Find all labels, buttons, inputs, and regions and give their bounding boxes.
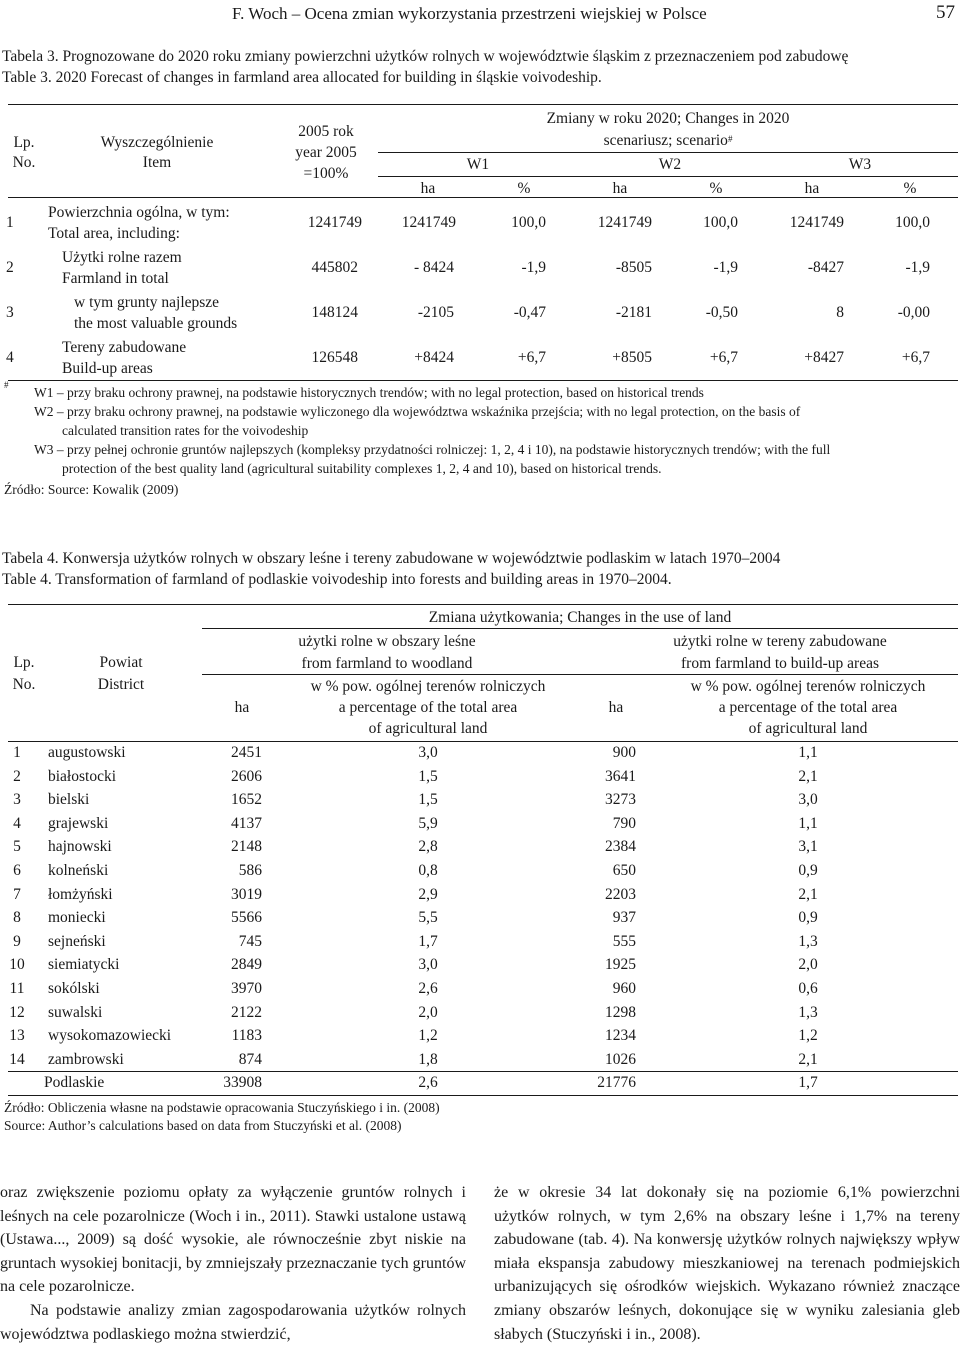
- table3-row1-w2-pct: 100,0: [703, 214, 738, 231]
- table4-cell-build-ha: 3641: [605, 767, 636, 785]
- table4-total-build-ha: 21776: [597, 1074, 636, 1091]
- table4-head-build-pl: użytki rolne w tereny zabudowane: [673, 633, 887, 650]
- table4-cell-district: augustowski: [48, 744, 126, 761]
- table4-cell-build-pct: 2,0: [798, 956, 818, 974]
- table4-head-forest-ha: ha: [234, 699, 250, 716]
- table4-total-rule: [8, 1071, 958, 1072]
- table4-cell-no: 2: [13, 767, 21, 785]
- table4-cell-build-pct: 1,1: [798, 814, 818, 832]
- table4-cell-forest-ha: 2451: [231, 744, 262, 761]
- table4-cell-district: moniecki: [48, 909, 106, 927]
- table3-row1-label-en: Total area, including:: [48, 225, 180, 242]
- table3-row3-label-pl: w tym grunty najlepsze: [74, 294, 220, 311]
- table3-row3-w2-ha: -2181: [615, 304, 652, 321]
- table4-cell-build-pct: 3,1: [798, 838, 818, 856]
- table4-cell-build-pct: 2,1: [798, 767, 818, 785]
- table3-row4-no: 4: [6, 349, 14, 366]
- table3-head-base-1: 2005 rok: [298, 123, 354, 140]
- table4-cell-forest-pct: 1,5: [418, 791, 438, 809]
- table4-cell-build-ha: 650: [612, 862, 636, 879]
- table4-cell-build-pct: 2,1: [798, 885, 818, 903]
- table4-cell-forest-ha: 4137: [231, 814, 262, 832]
- table3-head-item-pl: Wyszczególnienie: [100, 134, 214, 151]
- table4-cell-no: 10: [9, 956, 25, 974]
- table4-cell-forest-ha: 3970: [231, 980, 262, 997]
- table3-row3-label-en: the most valuable grounds: [74, 315, 238, 332]
- table3-head-base-3: =100%: [303, 165, 349, 182]
- table4-cell-build-pct: 3,0: [798, 791, 818, 809]
- table4-cell-district: bielski: [48, 791, 90, 809]
- body-left-paragraph-1: oraz zwiększenie poziomu opłaty za wyłączenie gruntów rolnych i leśnych na cele pozarolnicze (Woch i in., 2011). Stawki ustalone ustawą (Ustawa..., 2009) są dość wysokie, ale równocześnie zbyt niskie na gruntach wysokiej bonitacji, by zmniejszały przeznaczanie tych gruntów na cele pozarolnicze.: [0, 1184, 466, 1296]
- table3-head-w1: W1: [466, 156, 490, 173]
- table4-head-build-pct-2: a percentage of the total area: [718, 699, 898, 716]
- table3-head-w1-pct: %: [517, 180, 531, 197]
- table3-top-rule: [8, 104, 958, 105]
- table3-row4-w1-ha: +8424: [414, 349, 454, 366]
- table3-row3-w3-pct: -0,00: [897, 304, 930, 321]
- table4-cell-no: 11: [9, 980, 25, 997]
- table4-cell-forest-ha: 5566: [231, 909, 262, 927]
- table4-cell-build-pct: 0,9: [798, 909, 818, 927]
- table3-row2-w2-pct: -1,9: [713, 259, 738, 276]
- table3-caption-en: Table 3. 2020 Forecast of changes in farmland area allocated for building in śląskie voivodeship.: [2, 69, 602, 86]
- table4-cell-forest-ha: 1652: [231, 791, 262, 809]
- table4-cell-forest-ha: 2606: [231, 767, 262, 785]
- table3-note-mark: #: [4, 380, 9, 390]
- table4-cell-forest-ha: 3019: [231, 885, 262, 903]
- table4-cell-no: 4: [13, 814, 21, 832]
- table4-head-build-ha: ha: [608, 699, 624, 716]
- table4-source-pl: Źródło: Obliczenia własne na podstawie opracowania Stuczyńskiego i in. (2008): [4, 1100, 440, 1115]
- table3-row4-w3-pct: +6,7: [901, 349, 930, 366]
- table4-total-forest-ha: 33908: [223, 1074, 262, 1091]
- table3-source: Źródło: Source: Kowalik (2009): [4, 482, 179, 497]
- table3-note-w1: W1 – przy braku ochrony prawnej, na podstawie historycznych trendów; with no legal protection, based on historical trends: [34, 385, 704, 400]
- table4-cell-build-ha: 1234: [605, 1027, 636, 1045]
- table4-cell-build-pct: 0,9: [798, 862, 818, 879]
- table4-head-forest-pct-2: a percentage of the total area: [338, 699, 518, 716]
- table4-cell-forest-pct: 2,8: [418, 838, 438, 856]
- table4-cell-no: 8: [13, 909, 21, 927]
- table3-head-w1-ha: ha: [420, 180, 436, 197]
- table4-cell-forest-pct: 2,6: [418, 980, 438, 997]
- table3-row2-w2-ha: -8505: [615, 259, 652, 276]
- table3-head-lp: Lp.: [13, 134, 35, 151]
- table4-cell-build-ha: 1925: [605, 956, 636, 974]
- table3-row1-w2-ha: 1241749: [597, 214, 652, 231]
- table4-total-name: Podlaskie: [44, 1074, 105, 1091]
- table4-sub-rule: [202, 674, 958, 675]
- table3-row3-w3-ha: 8: [836, 304, 844, 321]
- table3-head-w3: W3: [848, 156, 872, 173]
- table4-cell-district: siemiatycki: [48, 956, 120, 974]
- table3-row3-base: 148124: [311, 304, 358, 321]
- table3-row1-w1-pct: 100,0: [511, 214, 546, 231]
- table4-total-forest-pct: 2,6: [418, 1074, 438, 1091]
- table4-cell-forest-pct: 1,7: [418, 932, 438, 950]
- table3-head-item-en: Item: [142, 154, 172, 171]
- table4-cell-no: 13: [9, 1027, 25, 1045]
- table3-head-w2-pct: %: [709, 180, 723, 197]
- table4-cell-district: grajewski: [48, 814, 109, 832]
- table3-row2-w3-ha: -8427: [807, 259, 844, 276]
- table4-cell-build-pct: 0,6: [798, 980, 818, 997]
- table3-row2-w1-pct: -1,9: [521, 259, 546, 276]
- table4-head-forest-pl: użytki rolne w obszary leśne: [298, 633, 476, 650]
- table3-row2-w3-pct: -1,9: [905, 259, 930, 276]
- table3-note-w2-cont: calculated transition rates for the voivodeship: [62, 423, 309, 438]
- table3-row1-w3-pct: 100,0: [895, 214, 930, 231]
- table3-row2-base: 445802: [311, 259, 358, 276]
- table3-row3-w2-pct: -0,50: [705, 304, 738, 321]
- table4-cell-no: 1: [13, 744, 21, 761]
- table4-cell-forest-ha: 874: [238, 1050, 262, 1068]
- table4-cell-no: 7: [13, 885, 21, 903]
- table4-change-rule: [202, 628, 958, 629]
- table4-cell-district: sokólski: [48, 980, 100, 997]
- table4-cell-district: kolneński: [48, 862, 109, 879]
- table3-head-scenario-mark: #: [727, 134, 733, 144]
- table4-cell-build-ha: 790: [612, 814, 636, 832]
- table4-caption-en: Table 4. Transformation of farmland of podlaskie voivodeship into forests and building areas in 1970–2004.: [2, 571, 672, 588]
- table4-cell-build-pct: 2,1: [798, 1050, 818, 1068]
- table4-cell-district: hajnowski: [48, 838, 112, 856]
- table3-row4-label-pl: Tereny zabudowane: [62, 339, 187, 356]
- table3-row1-no: 1: [6, 214, 14, 231]
- table4-head-build-en: from farmland to build-up areas: [681, 655, 879, 672]
- table3-row1-label-pl: Powierzchnia ogólna, w tym:: [48, 204, 230, 221]
- table4-head-no: No.: [12, 676, 36, 693]
- table4-cell-build-ha: 960: [612, 980, 636, 997]
- body-column-right: [494, 1181, 960, 1346]
- table4-cell-forest-pct: 1,8: [418, 1050, 438, 1068]
- table3-row3-no: 3: [6, 304, 14, 321]
- table3-row4-w2-pct: +6,7: [709, 349, 738, 366]
- table4-top-rule: [8, 604, 958, 605]
- table4-cell-forest-pct: 5,5: [418, 909, 438, 927]
- table3-head-base-2: year 2005: [295, 144, 357, 161]
- table3-row2-w1-ha: - 8424: [413, 259, 454, 276]
- table4-cell-build-ha: 1298: [605, 1003, 636, 1021]
- table4-cell-forest-ha: 2122: [231, 1003, 262, 1021]
- table3-row2-no: 2: [6, 259, 14, 276]
- table4-cell-forest-pct: 3,0: [418, 956, 438, 974]
- table4-cell-no: 5: [13, 838, 21, 856]
- table4-cell-forest-pct: 2,0: [418, 1003, 438, 1021]
- table4-total-build-pct: 1,7: [798, 1074, 818, 1091]
- table4-head-district-pl: Powiat: [99, 654, 143, 671]
- table3-row1-w1-ha: 1241749: [401, 214, 456, 231]
- page-number: 57: [936, 2, 955, 23]
- table4-cell-build-pct: 1,3: [798, 932, 818, 950]
- table4-cell-forest-ha: 1183: [231, 1027, 262, 1045]
- table3-head-w3-pct: %: [903, 180, 917, 197]
- table4-cell-build-pct: 1,3: [798, 1003, 818, 1021]
- table4-cell-build-ha: 3273: [605, 791, 636, 809]
- table4-cell-forest-pct: 1,5: [418, 767, 438, 785]
- table4-caption-pl: Tabela 4. Konwersja użytków rolnych w obszary leśne i tereny zabudowane w województwie podlaskim w latach 1970–2004: [2, 550, 781, 567]
- table4-cell-no: 14: [9, 1050, 25, 1068]
- table3-scenario-rule: [378, 152, 958, 153]
- table3-row3-w1-ha: -2105: [417, 304, 454, 321]
- table4-cell-build-ha: 2384: [605, 838, 636, 856]
- table3-row4-base: 126548: [311, 349, 358, 366]
- table3-row4-label-en: Build-up areas: [62, 360, 153, 377]
- table4-head-forest-pct-1: w % pow. ogólnej terenów rolniczych: [310, 678, 546, 695]
- table4-cell-district: zambrowski: [48, 1050, 124, 1068]
- table4-cell-build-ha: 900: [612, 744, 636, 761]
- table3-head-scenario-text: scenariusz; scenario: [603, 132, 728, 149]
- table4-cell-no: 9: [13, 932, 21, 950]
- table4-cell-district: wysokomazowiecki: [48, 1027, 172, 1045]
- table4-source-en: Source: Author’s calculations based on data from Stuczyński et al. (2008): [4, 1118, 402, 1133]
- table3-row2-label-en: Farmland in total: [62, 270, 169, 287]
- table4-head-build-pct-1: w % pow. ogólnej terenów rolniczych: [690, 678, 926, 695]
- table3-caption-pl: Tabela 3. Prognozowane do 2020 roku zmiany powierzchni użytków rolnych w województwie śląskim z przeznaczeniem pod zabudowę: [2, 48, 849, 65]
- table4-cell-forest-pct: 3,0: [418, 744, 438, 761]
- table4-cell-forest-pct: 5,9: [418, 814, 438, 832]
- table4-cell-build-pct: 1,1: [798, 744, 818, 761]
- body-right-paragraph-1: że w okresie 34 lat dokonały się na poziomie 6,1% powierzchni użytków rolnych, w tym 2,6% na obszary leśne i 1,7% na tereny zabudowane (tab. 4). Na konwersję użytków rolnych największy wpływ miała ekspansja zabudowy mieszkaniowej na terenach podmiejskich urbanizujących się ośrodków wiejskich. Wykazano również znaczące zmiany obszarów leśnych, dokonujące się w wyniku zalesiania gleb słabych (Stuczyński i in., 2008).: [494, 1184, 960, 1343]
- table3-head-scenario: [378, 131, 958, 151]
- table3-head-no: No.: [12, 154, 36, 171]
- running-title: F. Woch – Ocena zmian wykorzystania przestrzeni wiejskiej w Polsce: [232, 4, 707, 23]
- table4-head-forest-pct-3: of agricultural land: [368, 720, 488, 737]
- table3-head-changes: Zmiany w roku 2020; Changes in 2020: [546, 110, 790, 127]
- table4-head-build-pct-3: of agricultural land: [748, 720, 868, 737]
- table4-cell-district: białostocki: [48, 767, 117, 785]
- table3-row3-w1-pct: -0,47: [513, 304, 546, 321]
- table4-cell-forest-pct: 1,2: [418, 1027, 438, 1045]
- table4-cell-district: łomżyński: [48, 885, 113, 903]
- table4-head-forest-en: from farmland to woodland: [301, 655, 473, 672]
- table3-head-w2-ha: ha: [612, 180, 628, 197]
- table4-cell-forest-pct: 0,8: [418, 862, 438, 879]
- table4-cell-district: sejneński: [48, 932, 106, 950]
- table4-cell-build-ha: 1026: [605, 1050, 636, 1068]
- body-left-paragraph-2: Na podstawie analizy zmian zagospodarowania użytków rolnych województwa podlaskiego można stwierdzić,: [0, 1301, 466, 1343]
- table4-cell-forest-ha: 586: [238, 862, 262, 879]
- table3-note-w3-cont: protection of the best quality land (agricultural suitability complexes 1, 2, 4 and 10), based on historical trends.: [62, 461, 662, 476]
- table4-cell-forest-pct: 2,9: [418, 885, 438, 903]
- body-column-left: [0, 1181, 466, 1346]
- table4-head-district-en: District: [97, 676, 145, 693]
- table3-row4-w2-ha: +8505: [612, 349, 652, 366]
- table3-unit-rule: [378, 176, 958, 177]
- table4-cell-build-pct: 1,2: [798, 1027, 818, 1045]
- table3-row2-label-pl: Użytki rolne razem: [62, 249, 182, 266]
- table4-cell-build-ha: 2203: [605, 885, 636, 903]
- table4-cell-no: 6: [13, 862, 21, 879]
- table4-cell-build-ha: 555: [612, 932, 636, 950]
- table3-row4-w1-pct: +6,7: [517, 349, 546, 366]
- table3-head-w2: W2: [658, 156, 682, 173]
- table3-bottom-rule: [8, 380, 958, 381]
- table3-note-w2: W2 – przy braku ochrony prawnej, na podstawie wyliczonego dla województwa wskaźnika przejścia; with no legal protection, on the basis of: [34, 404, 801, 419]
- table3-row1-base: 1241749: [307, 214, 362, 231]
- table3-row4-w3-ha: +8427: [804, 349, 844, 366]
- table4-head-lp: Lp.: [13, 654, 35, 671]
- table3-head-w3-ha: ha: [804, 180, 820, 197]
- table4-cell-district: suwalski: [48, 1003, 103, 1021]
- table4-bottom-rule: [8, 1095, 958, 1096]
- table4-cell-build-ha: 937: [612, 909, 636, 927]
- table4-head-rule: [8, 741, 958, 742]
- table4-cell-no: 12: [9, 1003, 25, 1021]
- table4-cell-forest-ha: 2148: [231, 838, 262, 856]
- table3-row1-w3-ha: 1241749: [789, 214, 844, 231]
- table3-note-w3: W3 – przy pełnej ochronie gruntów najlepszych (kompleksy przydatności rolniczej: 1, 2, 4 i 10), na podstawie historycznych trendów; with the full: [34, 442, 831, 457]
- table4-cell-no: 3: [13, 791, 21, 809]
- table4-head-change: Zmiana użytkowania; Changes in the use of land: [428, 609, 732, 626]
- table4-cell-forest-ha: 2849: [231, 956, 262, 974]
- table4-cell-forest-ha: 745: [238, 932, 262, 950]
